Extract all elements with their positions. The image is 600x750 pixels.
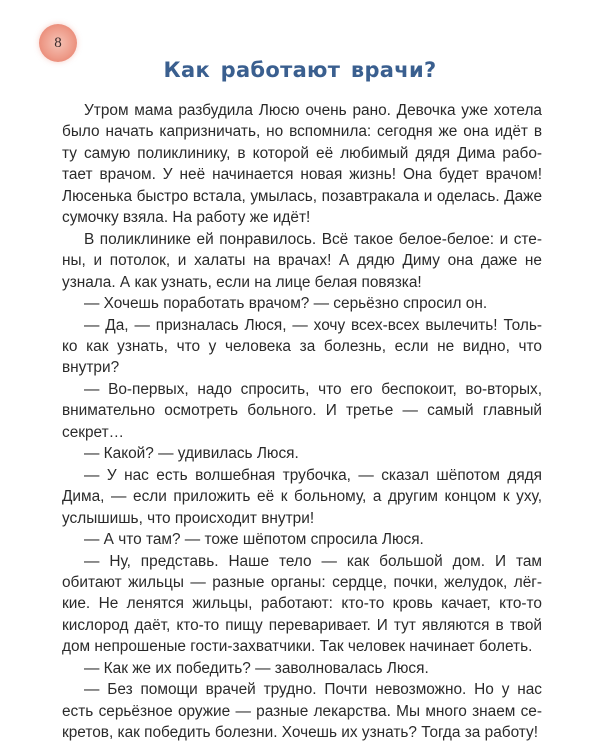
story-line: — А что там? — тоже шёпотом спросила Люся.: [84, 531, 424, 549]
story-line: было начать капризничать, но вспомнила: сегодня же она идёт в: [62, 123, 542, 141]
story-line: — Ну, представь. Наше тело — как большой дом. И там: [84, 552, 542, 570]
story-line: — Без помощи врачей трудно. Почти невозможно. Но у нас: [84, 681, 542, 699]
story-line: ту самую поликлинику, в которой её любимый дядя Дима рабо-: [62, 144, 542, 162]
story-line: В поликлинике ей понравилось. Всё такое белое-белое: и сте-: [84, 230, 542, 248]
story-line: Люсенька быстро встала, умылась, позавтракала и оделась. Даже: [62, 187, 542, 205]
story-line: — Во-первых, надо спросить, что его беспокоит, во-вторых,: [84, 380, 542, 398]
page-number-badge: [39, 24, 77, 62]
story-line: сумочку взяла. На работу же идёт!: [62, 209, 311, 227]
story-line: обитают жильцы — разные органы: сердце, почки, желудок, лёг-: [62, 573, 542, 591]
story-line: кислород даёт, кто-то пищу переваривает. И тут являются в твой: [62, 616, 542, 634]
story-line: ко как узнать, что у человека за болезнь, если не видно, что: [62, 337, 542, 355]
page-title: Как работают врачи?: [163, 58, 437, 82]
story-line: услышишь, что происходит внутри!: [62, 509, 315, 527]
story-text: [62, 100, 542, 744]
story-line: — Какой? — удивилась Люся.: [84, 445, 299, 463]
story-line: дом непрошеные гости-захватчики. Так человек начинает болеть.: [62, 638, 533, 656]
story-line: внутри?: [62, 359, 120, 377]
story-line: Утром мама разбудила Люсю очень рано. Девочка уже хотела: [84, 102, 542, 119]
story-line: секрет…: [62, 423, 125, 441]
story-line: внимательно осмотреть больного. И третье — самый главный: [62, 402, 542, 420]
page-number: 8: [54, 34, 62, 51]
story-line: — Хочешь поработать врачом? — серьёзно спросил он.: [84, 295, 488, 313]
story-line: — Как же их победить? — заволновалась Люся.: [84, 659, 429, 677]
story-line: тает врачом. У неё начинается новая жизнь! Она будет врачом!: [62, 166, 542, 184]
story-line: узнала. А как узнать, если на лице белая повязка!: [62, 273, 422, 291]
story-line: Дима, — если приложить её к больному, а другим концом к уху,: [62, 488, 542, 506]
story-line: есть серьёзное оружие — разные лекарства. Мы много знаем се-: [62, 702, 542, 720]
story-line: — У нас есть волшебная трубочка, — сказал шёпотом дядя: [84, 466, 542, 484]
story-line: ны, и потолок, и халаты на врачах! А дядю Диму она даже не: [62, 252, 542, 270]
story-line: кретов, как победить болезни. Хочешь их узнать? Тогда за работу!: [62, 724, 538, 742]
story-line: — Да, — призналась Люся, — хочу всех-всех вылечить! Толь-: [84, 316, 542, 334]
story-line: кие. Не ленятся жильцы, работают: кто-то кровь качает, кто-то: [62, 595, 542, 613]
